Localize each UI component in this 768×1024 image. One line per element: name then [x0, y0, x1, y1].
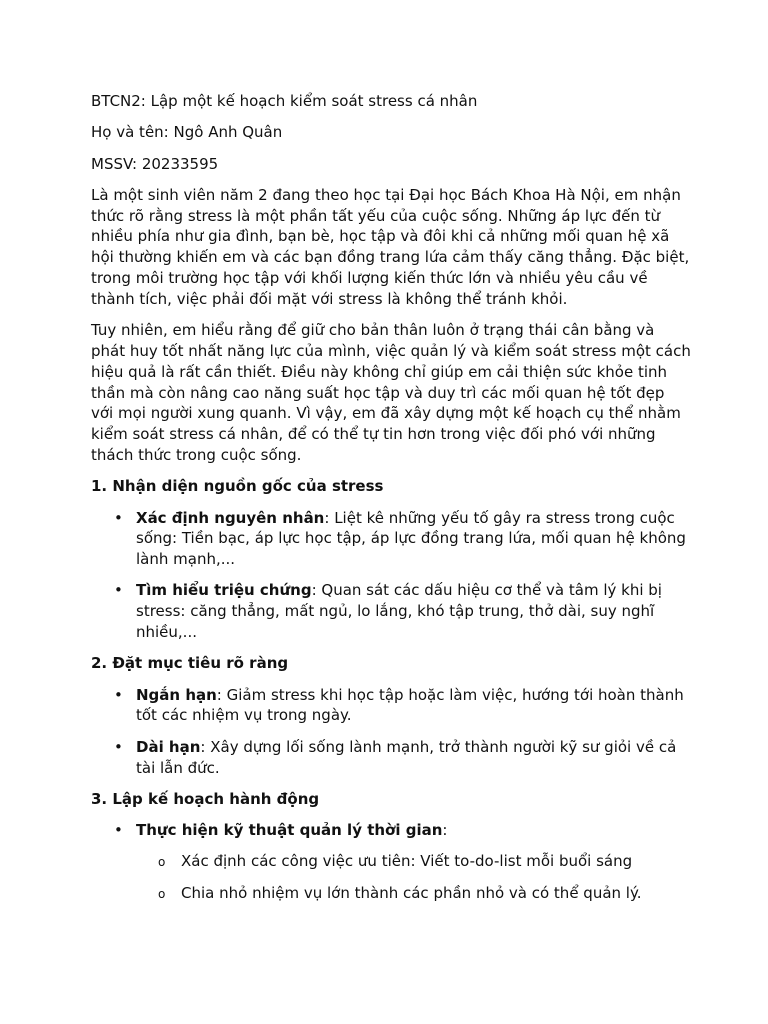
list-item — [91, 508, 691, 570]
item-label: Tìm hiểu triệu chứng — [136, 581, 312, 600]
bullet-icon: • — [114, 821, 123, 840]
student-name: Họ và tên: Ngô Anh Quân — [91, 123, 283, 142]
item-text: : Liệt kê những yếu tố gây ra stress trong cuộc sống: Tiền bạc, áp lực học tập, áp lực đồng trang lứa, mối quan hệ không lành mạnh,... — [136, 508, 686, 569]
bullet-icon: • — [114, 581, 123, 600]
bullet-icon: • — [114, 737, 123, 756]
section-2-list — [91, 685, 691, 779]
section-heading-3: 3. Lập kế hoạch hành động — [91, 789, 320, 808]
list-item — [91, 737, 691, 779]
item-text: : — [442, 821, 448, 840]
sub-item-text: Xác định các công việc ưu tiên: Viết to-do-list mỗi buổi sáng — [181, 852, 633, 871]
item-text: : Giảm stress khi học tập hoặc làm việc, hướng tới hoàn thành tốt các nhiệm vụ trong ngày. — [136, 685, 684, 725]
document-title: BTCN2: Lập một kế hoạch kiểm soát stress cá nhân — [91, 92, 478, 110]
circle-bullet-icon: o — [158, 886, 166, 901]
intro-paragraph-1: Là một sinh viên năm 2 đang theo học tại Đại học Bách Khoa Hà Nội, em nhận thức rõ rằng stress là một phần tất yếu của cuộc sống. Những áp lực đến từ nhiều phía như gia đình, bạn bè, học tập và đôi khi cả những mối quan hệ xã hội thường khiến em và các bạn đồng trang lứa cảm thấy căng thẳng. Đặc biệt, trong môi trường học tập với khối lượng kiến thức lớn và nhiều yêu cầu về thành tích, việc phải đối mặt với stress là không thể tránh khỏi. — [91, 185, 690, 308]
item-text: : Quan sát các dấu hiệu cơ thể và tâm lý khi bị stress: căng thẳng, mất ngủ, lo lắng, khó tập trung, thở dài, suy nghĩ nhiều,... — [136, 581, 662, 642]
section-heading-2: 2. Đặt mục tiêu rõ ràng — [91, 654, 289, 673]
item-label: Xác định nguyên nhân — [136, 508, 325, 527]
sub-list — [136, 851, 691, 903]
section-heading-1: 1. Nhận diện nguồn gốc của stress — [91, 477, 384, 496]
intro-paragraph-2: Tuy nhiên, em hiểu rằng để giữ cho bản thân luôn ở trạng thái cân bằng và phát huy tốt nhất năng lực của mình, việc quản lý và kiểm soát stress một cách hiệu quả là rất cần thiết. Điều này không chỉ giúp em cải thiện sức khỏe tinh thần mà còn nâng cao năng suất học tập và duy trì các mối quan hệ tốt đẹp với mọi người xung quanh. Vì vậy, em đã xây dựng một kế hoạch cụ thể nhằm kiểm soát stress cá nhân, để có thể tự tin hơn trong việc đối phó với những thách thức trong cuộc sống. — [91, 321, 691, 464]
section-1-list — [91, 508, 691, 643]
sub-list-item — [136, 883, 691, 904]
student-id: MSSV: 20233595 — [91, 154, 219, 173]
item-text: : Xây dựng lối sống lành mạnh, trở thành người kỹ sư giỏi về cả tài lẫn đức. — [136, 737, 677, 777]
document-page — [91, 91, 691, 914]
sub-item-text: Chia nhỏ nhiệm vụ lớn thành các phần nhỏ và có thể quản lý. — [181, 883, 642, 902]
section-3-list — [91, 820, 691, 903]
item-label: Dài hạn — [136, 737, 201, 756]
item-label: Thực hiện kỹ thuật quản lý thời gian — [136, 821, 443, 840]
list-item — [91, 685, 691, 727]
circle-bullet-icon: o — [158, 855, 166, 870]
bullet-icon: • — [114, 508, 123, 527]
list-item — [91, 820, 691, 903]
bullet-icon: • — [114, 685, 123, 704]
item-label: Ngắn hạn — [136, 685, 217, 704]
sub-list-item — [136, 851, 691, 872]
list-item — [91, 580, 691, 642]
